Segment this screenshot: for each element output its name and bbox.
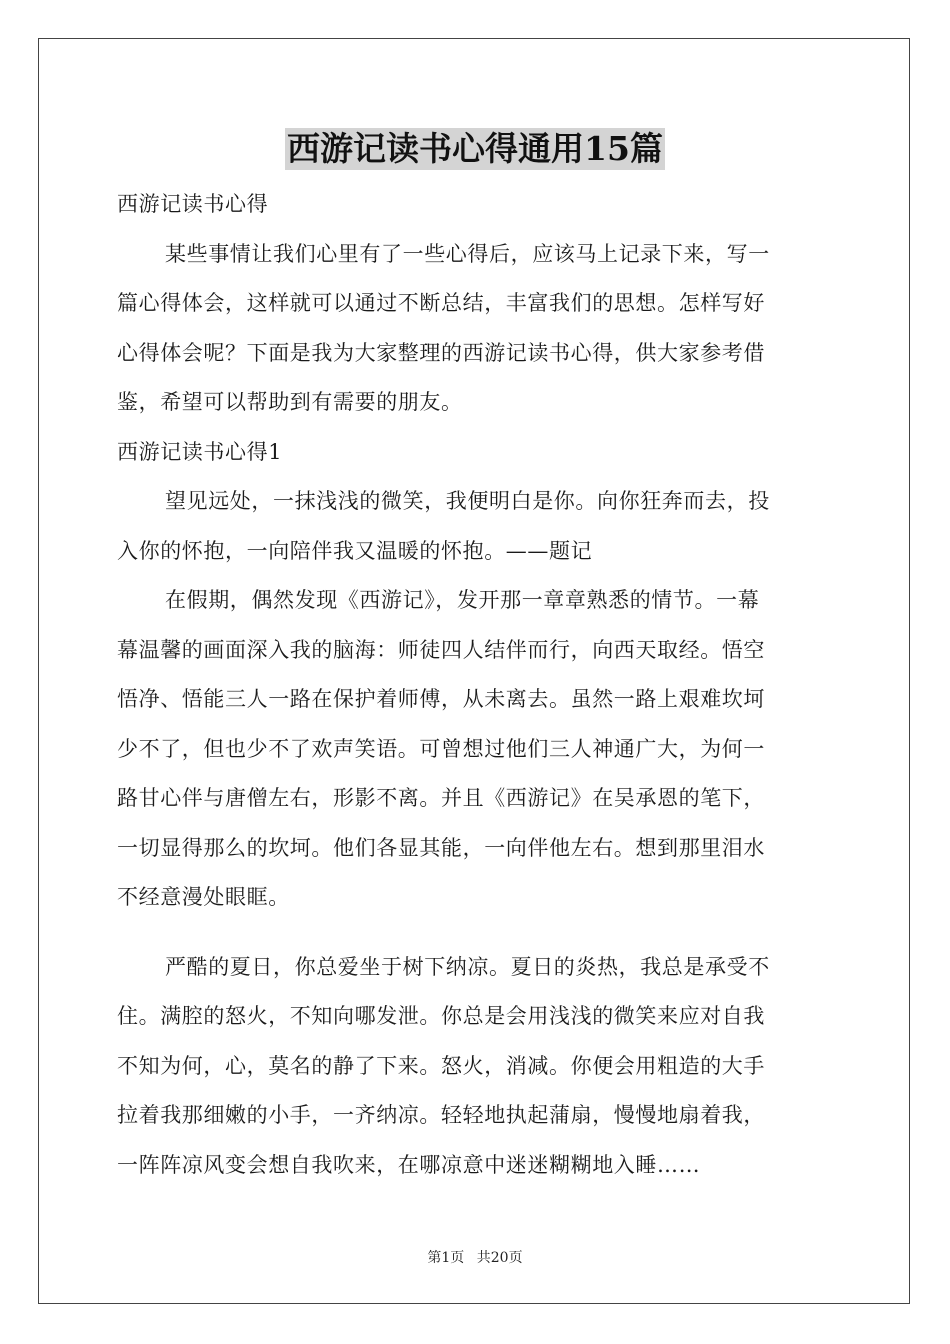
paragraph-line: 心得体会呢？下面是我为大家整理的西游记读书心得，供大家参考借 <box>117 340 765 365</box>
paragraph-line: 住。满腔的怒火，不知向哪发泄。你总是会用浅浅的微笑来应对自我 <box>117 1004 765 1028</box>
paragraph-line: 少不了，但也少不了欢声笑语。可曾想过他们三人神通广大，为何一 <box>117 736 765 761</box>
paragraph-line: 一切显得那么的坎坷。他们各显其能，一向伴他左右。想到那里泪水 <box>117 835 765 860</box>
section-heading: 西游记读书心得 <box>117 192 269 216</box>
page-number: 第1页 <box>427 1250 465 1266</box>
paragraph-line: 严酷的夏日，你总爱坐于树下纳凉。夏日的炎热，我总是承受不 <box>165 954 770 979</box>
section-heading: 西游记读书心得1 <box>117 439 283 464</box>
page-total: 共20页 <box>476 1250 523 1266</box>
paragraph-line: 不经意漫处眼眶。 <box>117 885 290 909</box>
paragraph-line: 路甘心伴与唐僧左右，形影不离。并且《西游记》在吴承恩的笔下， <box>117 786 765 810</box>
paragraph-line: 拉着我那细嫩的小手，一齐纳凉。轻轻地执起蒲扇，慢慢地扇着我， <box>117 1103 765 1127</box>
paragraph-line: 篇心得体会，这样就可以通过不断总结，丰富我们的思想。怎样写好 <box>117 291 765 315</box>
document-body <box>117 180 833 1190</box>
paragraph-line: 在假期，偶然发现《西游记》，发开那一章章熟悉的情节。一幕 <box>165 588 760 612</box>
paragraph-line: 望见远处，一抹浅浅的微笑，我便明白是你。向你狂奔而去，投 <box>165 489 770 513</box>
paragraph-gap <box>117 923 833 943</box>
paragraph-line: 不知为何，心，莫名的静了下来。怒火，消减。你便会用粗造的大手 <box>117 1053 765 1078</box>
paragraph-line: 悟净、悟能三人一路在保护着师傅，从未离去。虽然一路上艰难坎坷 <box>117 687 765 711</box>
paragraph-line: 一阵阵凉风变会想自我吹来，在哪凉意中迷迷糊糊地入睡…… <box>117 1152 701 1177</box>
paragraph-line: 鉴，希望可以帮助到有需要的朋友。 <box>117 390 463 414</box>
paragraph-line: 某些事情让我们心里有了一些心得后，应该马上记录下来，写一 <box>165 241 770 266</box>
page-footer <box>0 1247 950 1267</box>
document-title: 西游记读书心得通用15篇 <box>287 129 663 168</box>
title-area <box>0 128 950 170</box>
paragraph-line: 入你的怀抱，一向陪伴我又温暖的怀抱。——题记 <box>117 538 593 563</box>
paragraph-line: 幕温馨的画面深入我的脑海：师徒四人结伴而行，向西天取经。悟空 <box>117 637 765 662</box>
